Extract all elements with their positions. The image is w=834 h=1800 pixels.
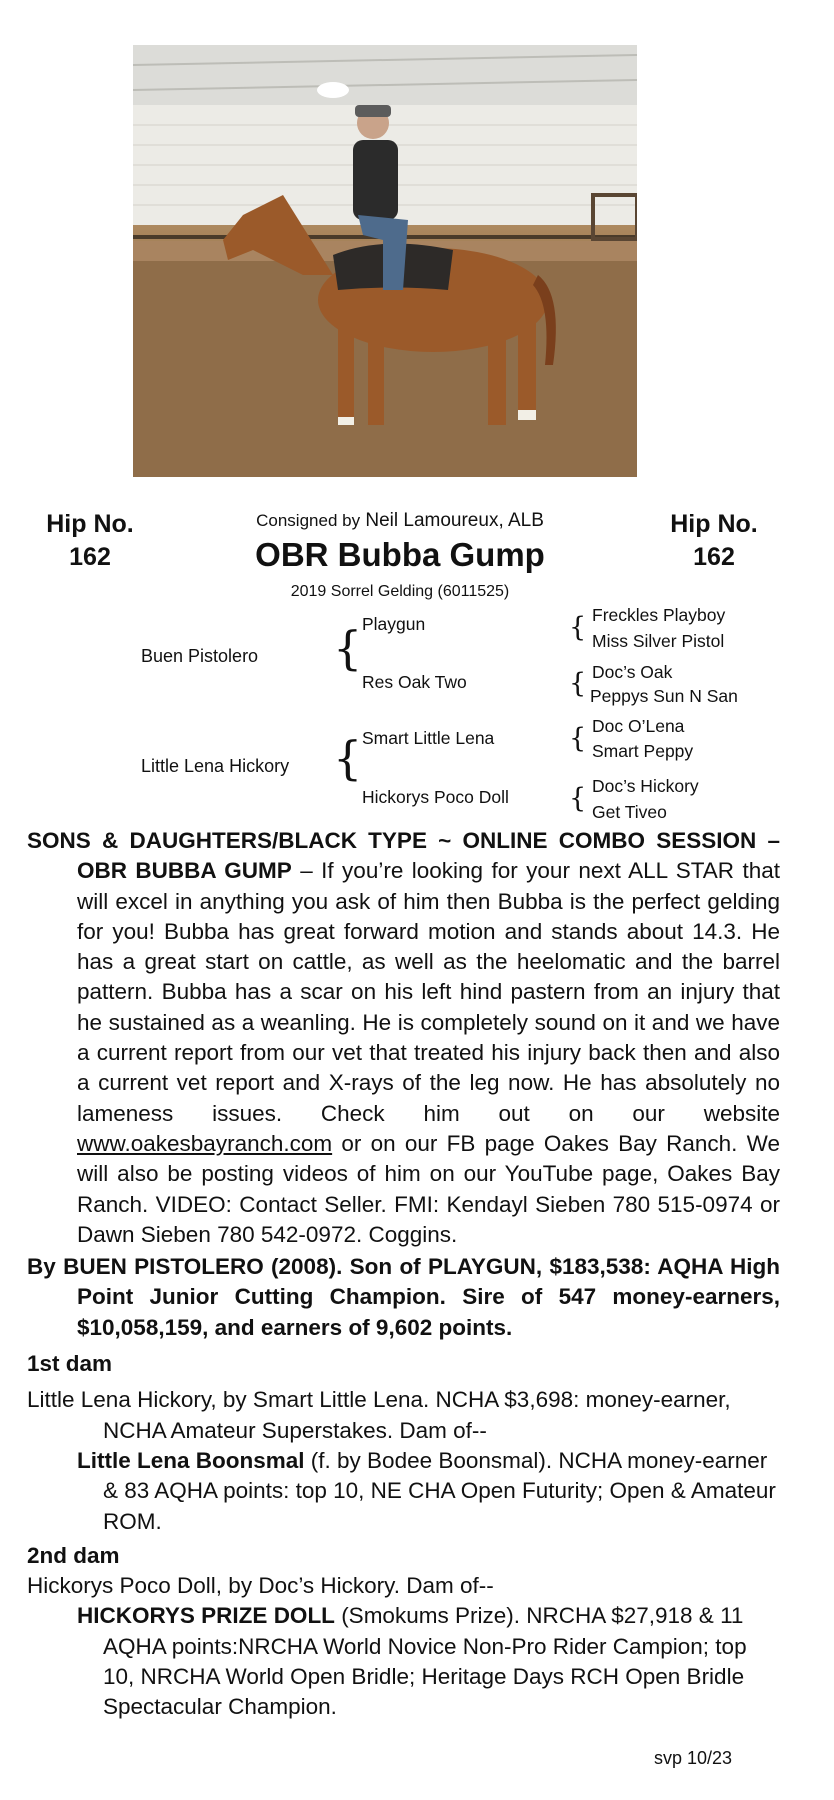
pedigree-dam-sire-dam: Smart Peppy bbox=[592, 741, 694, 761]
pedigree-dam-dam: Hickorys Poco Doll bbox=[362, 787, 509, 807]
notes-heading: SONS & DAUGHTERS/BLACK TYPE ~ ONLINE COMBO SESSION – OBR BUBBA GUMP bbox=[27, 828, 780, 884]
hip-number: 162 bbox=[69, 543, 111, 571]
pedigree-sire-dam-dam: Peppys Sun N San bbox=[590, 686, 738, 706]
first-dam-heading: 1st dam bbox=[27, 1351, 113, 1377]
offspring-name: HICKORYS PRIZE DOLL bbox=[77, 1603, 335, 1629]
notes-text: – If you’re looking for your next ALL STAR that will excel in anything you ask of him then Bubba is the perfect gelding for you! Bubba has great forward motion and stands about 14.3. He has a great start on cattle, as well as the heelomatic and the barrel pattern. Bubba has a scar on his left hind pastern from an injury that he sustained as a weanling. He is completely sound on it and we have a current report from our vet that treated his injury back then and also a current vet report and X-rays of the leg now. He has absolutely no lameness issues. Check him out on our website bbox=[77, 858, 780, 1126]
horse-name: OBR Bubba Gump bbox=[255, 536, 545, 573]
catalog-body bbox=[27, 826, 780, 1723]
hip-number-right bbox=[654, 508, 774, 574]
consignor-notes bbox=[27, 826, 780, 1250]
consignor-line bbox=[200, 510, 600, 532]
pedigree-sire-sire: Playgun bbox=[362, 614, 426, 634]
hip-number: 162 bbox=[693, 543, 735, 571]
pedigree-dam-sire-sire: Doc O’Lena bbox=[592, 716, 685, 736]
pedigree-sire-sire-dam: Miss Silver Pistol bbox=[592, 631, 725, 651]
pedigree-brace: { bbox=[569, 668, 587, 699]
pedigree-brace: { bbox=[569, 723, 587, 754]
pedigree-brace: { bbox=[569, 783, 587, 814]
pedigree-sire: Buen Pistolero bbox=[141, 646, 259, 666]
second-dam-text: Hickorys Poco Doll, by Doc’s Hickory. Dam of-- bbox=[27, 1573, 494, 1599]
catalog-code: svp 10/23 bbox=[653, 1748, 732, 1768]
pedigree-dam-sire: Smart Little Lena bbox=[362, 728, 495, 748]
pedigree-dam-dam-sire: Doc’s Hickory bbox=[592, 776, 699, 796]
pedigree-sire-dam-sire: Doc’s Oak bbox=[592, 662, 673, 682]
pedigree-brace: { bbox=[333, 731, 363, 785]
consigned-by-label: Consigned by bbox=[256, 511, 361, 530]
first-dam-offspring bbox=[77, 1446, 780, 1537]
pedigree-dam-dam-dam: Get Tiveo bbox=[592, 802, 667, 822]
pedigree-dam: Little Lena Hickory bbox=[141, 756, 290, 776]
offspring-record: (Smokums Prize). NRCHA $27,918 & 11 AQHA points:NRCHA World Novice Non-Pro Rider Campion; top 10, NRCHA World Open Bridle; Heritage Days RCH Open Bridle Spectacular Champion. bbox=[103, 1603, 747, 1720]
pedigree-sire-dam: Res Oak Two bbox=[362, 672, 467, 692]
horse-photo bbox=[133, 45, 637, 477]
hip-number-left bbox=[30, 508, 150, 574]
hip-label: Hip No. bbox=[670, 510, 758, 538]
second-dam-offspring bbox=[77, 1601, 780, 1722]
consignor-name: Neil Lamoureux, ALB bbox=[365, 510, 544, 531]
website-link[interactable]: www.oakesbayranch.com bbox=[77, 1130, 333, 1156]
horse-description: 2019 Sorrel Gelding (6011525) bbox=[290, 583, 510, 600]
offspring-record: (f. by Bodee Boonsmal). NCHA money-earner & 83 AQHA points: top 10, NE CHA Open Futurity; Open & Amateur ROM. bbox=[103, 1447, 776, 1534]
notes-text-continued: or on our FB page Oakes Bay Ranch. We will also be posting videos of him on our YouTube page, Oakes Bay Ranch. VIDEO: Contact Seller. FMI: Kendayl Sieben 780 515-0974 or Dawn Sieben 780 542-0972. Coggins. bbox=[77, 1130, 780, 1247]
pedigree-brace: { bbox=[569, 612, 587, 643]
first-dam-text: Little Lena Hickory, by Smart Little Lena. NCHA $3,698: money-earner, NCHA Amateur Superstakes. Dam of-- bbox=[27, 1387, 731, 1443]
pedigree-brace: { bbox=[333, 621, 363, 675]
sire-info: By BUEN PISTOLERO (2008). Son of PLAYGUN, $183,538: AQHA High Point Junior Cutting Champion. Sire of 547 money-earners, $10,058,159, and earners of 9,602 points. bbox=[27, 1254, 780, 1340]
second-dam-heading: 2nd dam bbox=[27, 1542, 120, 1568]
hip-label: Hip No. bbox=[46, 510, 134, 538]
offspring-name: Little Lena Boonsmal bbox=[77, 1447, 305, 1473]
pedigree-sire-sire-sire: Freckles Playboy bbox=[592, 605, 726, 625]
